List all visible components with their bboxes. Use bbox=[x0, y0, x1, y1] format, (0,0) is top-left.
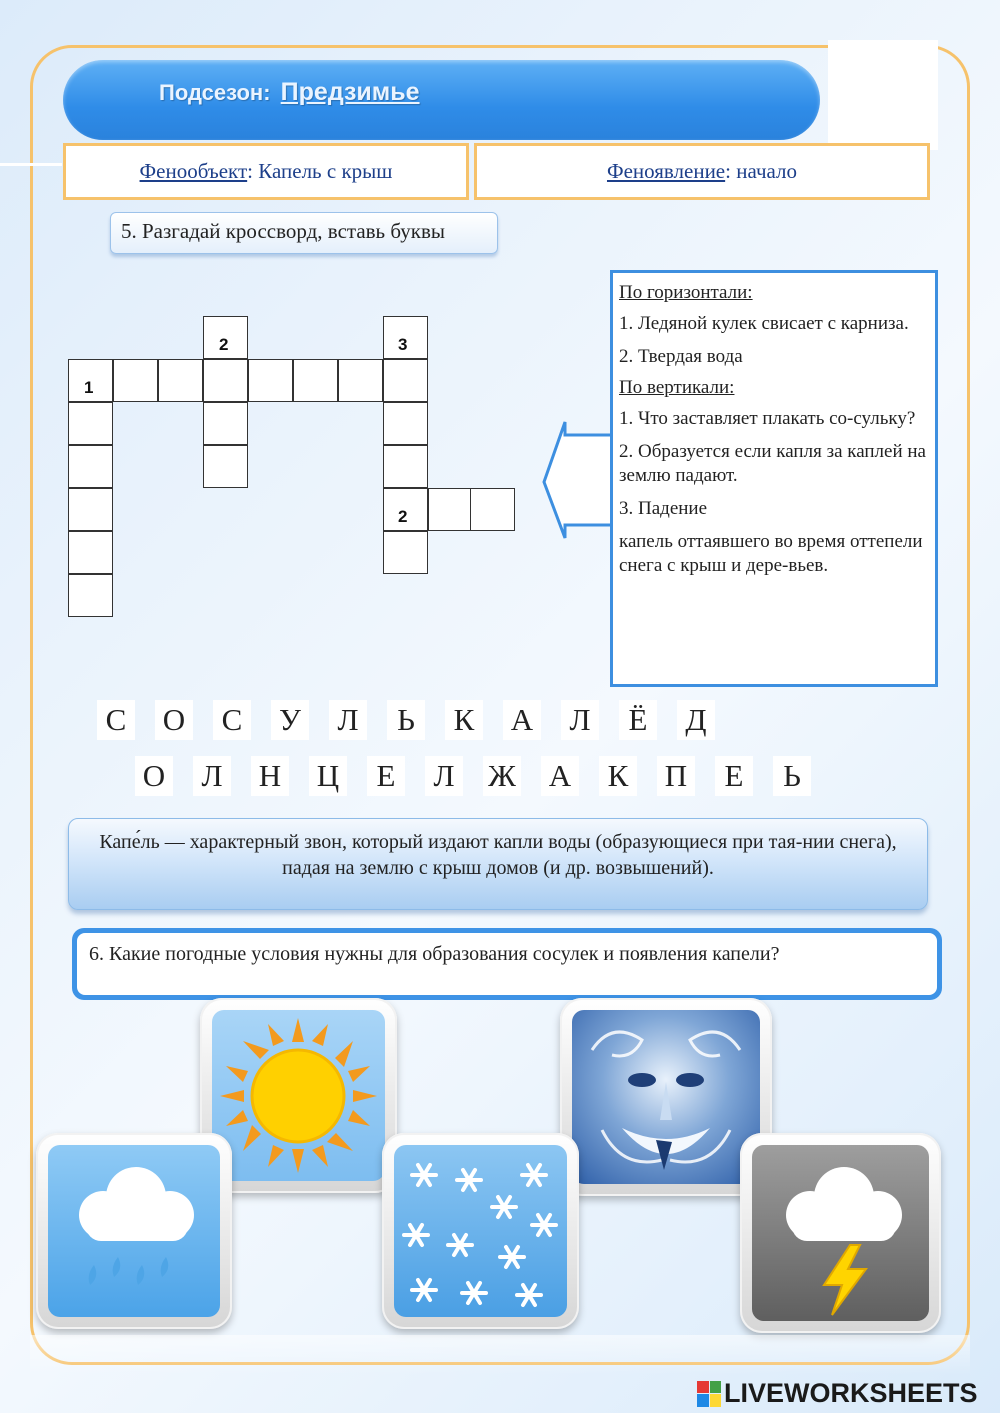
letter-tile[interactable]: Н bbox=[251, 756, 289, 796]
letter-tile[interactable]: Л bbox=[193, 756, 231, 796]
rain-tile[interactable] bbox=[36, 1133, 232, 1329]
clues-horizontal-heading: По горизонтали: bbox=[619, 282, 753, 303]
brand-name: LIVEWORKSHEETS bbox=[724, 1378, 978, 1408]
clue-vertical-3: 3. Падение bbox=[619, 498, 708, 519]
brand-logo-icon bbox=[697, 1381, 721, 1407]
subseason-label: Подсезон: bbox=[159, 80, 271, 105]
letter-tile[interactable]: Ь bbox=[387, 700, 425, 740]
brand-logo bbox=[697, 1378, 978, 1409]
crossword-number-1: 1 bbox=[84, 378, 94, 397]
task5-title: 5. Разгадай кроссворд, вставь буквы bbox=[110, 212, 498, 254]
crossword-cell[interactable] bbox=[68, 574, 113, 617]
clue-horizontal-1: 1. Ледяной кулек свисает с карниза. bbox=[619, 313, 909, 334]
letter-tile[interactable]: Л bbox=[329, 700, 367, 740]
letter-tile[interactable]: С bbox=[97, 700, 135, 740]
decorative-line bbox=[0, 163, 62, 166]
letter-tile[interactable]: К bbox=[445, 700, 483, 740]
letter-tile[interactable]: Ё bbox=[619, 700, 657, 740]
crossword-cell[interactable] bbox=[293, 359, 338, 402]
crossword-cell[interactable] bbox=[68, 402, 113, 445]
header-banner bbox=[63, 60, 820, 140]
letter-bank-row-1 bbox=[97, 700, 715, 742]
letter-tile[interactable]: П bbox=[657, 756, 695, 796]
letter-tile[interactable]: Л bbox=[425, 756, 463, 796]
crossword-cell[interactable] bbox=[383, 402, 428, 445]
letter-tile[interactable]: О bbox=[155, 700, 193, 740]
crossword-cell[interactable] bbox=[203, 402, 248, 445]
definition-box: Капе́ль — характерный звон, который издают капли воды (образующиеся при тая-нии снега), падая на землю с крыш домов (и др. возвышений). bbox=[68, 818, 928, 910]
rain-cloud-icon bbox=[48, 1145, 220, 1317]
letter-tile[interactable]: Е bbox=[367, 756, 405, 796]
floor-reflection bbox=[30, 1335, 970, 1375]
crossword-cell[interactable] bbox=[68, 488, 113, 531]
letter-tile[interactable]: С bbox=[213, 700, 251, 740]
crossword-cell[interactable] bbox=[383, 531, 428, 574]
task6-box bbox=[72, 928, 942, 1000]
crossword-cell[interactable] bbox=[338, 359, 383, 402]
phenomenon-box bbox=[474, 143, 930, 200]
crossword-cell[interactable] bbox=[203, 359, 248, 402]
crossword-cell[interactable] bbox=[428, 488, 473, 531]
crossword-cell[interactable] bbox=[113, 359, 158, 402]
phenomenon-label: Феноявление bbox=[606, 159, 726, 183]
clues-box bbox=[610, 270, 938, 687]
frost-face-icon bbox=[572, 1010, 760, 1184]
letter-tile[interactable]: Д bbox=[677, 700, 715, 740]
storm-tile[interactable] bbox=[740, 1133, 941, 1333]
thunderstorm-icon bbox=[752, 1145, 929, 1321]
crossword-cell[interactable] bbox=[68, 531, 113, 574]
subseason-value: Предзимье bbox=[280, 78, 420, 106]
crossword-cell[interactable] bbox=[248, 359, 293, 402]
letter-tile[interactable]: Е bbox=[715, 756, 753, 796]
clue-vertical-2: 2. Образуется если капля за каплей на землю падают. bbox=[619, 441, 926, 486]
phenoobject-value: : Капель с крыш bbox=[247, 159, 393, 183]
clues-vertical-heading: По вертикали: bbox=[619, 377, 735, 398]
letter-tile[interactable]: У bbox=[271, 700, 309, 740]
letter-tile[interactable]: К bbox=[599, 756, 637, 796]
white-box bbox=[828, 40, 938, 150]
crossword-cell[interactable] bbox=[383, 445, 428, 488]
crossword-number-2-horizontal: 2 bbox=[398, 507, 408, 526]
snow-tile[interactable] bbox=[382, 1133, 579, 1329]
snowflakes-icon bbox=[394, 1145, 567, 1317]
clue-extra: капель оттаявшего во время оттепели снега с крыш и дере-вьев. bbox=[619, 531, 923, 576]
task6-question: 6. Какие погодные условия нужны для образования сосулек и появления капели? bbox=[77, 933, 937, 995]
crossword-number-3: 3 bbox=[398, 335, 408, 354]
crossword-cell[interactable] bbox=[383, 359, 428, 402]
letter-tile[interactable]: А bbox=[541, 756, 579, 796]
letter-tile[interactable]: Ц bbox=[309, 756, 347, 796]
letter-tile[interactable]: Ж bbox=[483, 756, 521, 796]
clue-vertical-1: 1. Что заставляет плакать со-сульку? bbox=[619, 408, 916, 429]
crossword-cell[interactable] bbox=[68, 445, 113, 488]
clue-horizontal-2: 2. Твердая вода bbox=[619, 346, 743, 367]
phenoobject-label: Фенообъект bbox=[139, 159, 248, 183]
letter-bank-row-2 bbox=[135, 756, 811, 798]
phenoobject-box bbox=[63, 143, 469, 200]
letter-tile[interactable]: Ь bbox=[773, 756, 811, 796]
crossword-number-2: 2 bbox=[219, 335, 229, 354]
header-text bbox=[159, 78, 420, 107]
crossword-cell[interactable] bbox=[203, 445, 248, 488]
sun-icon bbox=[212, 1010, 385, 1181]
phenomenon-value: : начало bbox=[725, 159, 797, 183]
letter-tile[interactable]: О bbox=[135, 756, 173, 796]
letter-tile[interactable]: А bbox=[503, 700, 541, 740]
callout-pointer bbox=[540, 420, 620, 550]
letter-tile[interactable]: Л bbox=[561, 700, 599, 740]
crossword-cell[interactable] bbox=[158, 359, 203, 402]
crossword-cell[interactable] bbox=[470, 488, 515, 531]
